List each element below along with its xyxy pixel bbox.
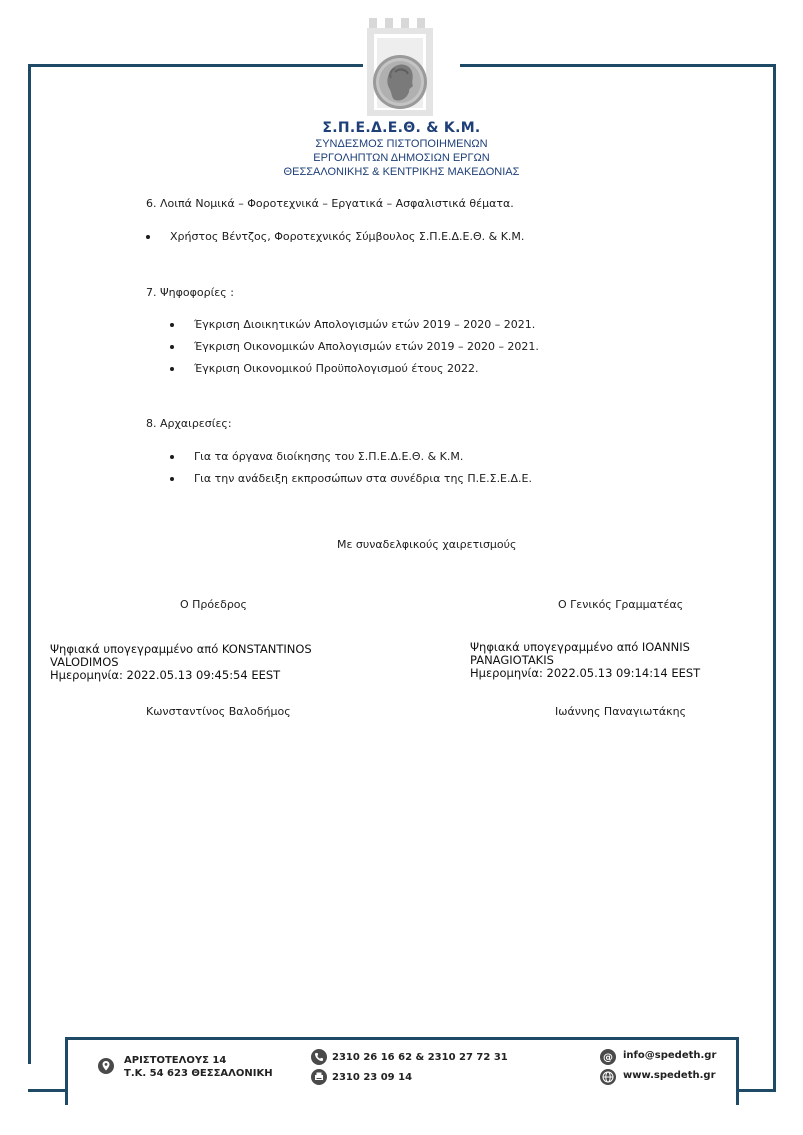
bullet-marker	[170, 477, 174, 481]
phone-icon	[311, 1049, 327, 1065]
signature-line: PANAGIOTAKIS	[470, 653, 554, 667]
footer-email[interactable]: info@spedeth.gr	[623, 1050, 717, 1061]
frame-right-line	[773, 64, 776, 1091]
signature-date: Ημερομηνία: 2022.05.13 09:14:14 EEST	[470, 666, 701, 680]
president-digital-signature	[50, 643, 312, 682]
president-role: Ο Πρόεδρος	[180, 598, 247, 611]
section-7-heading: 7. Ψηφοφορίες :	[146, 286, 234, 299]
org-logo-coin	[365, 16, 437, 120]
section-8-item-1: Για τα όργανα διοίκησης του Σ.Π.Ε.Δ.Ε.Θ. & Κ.Μ.	[194, 450, 464, 463]
signature-line: Ψηφιακά υπογεγραμμένο από KONSTANTINOS	[50, 642, 312, 656]
section-7-item-3: Έγκριση Οικονομικού Προϋπολογισμού έτους 2022.	[194, 362, 479, 375]
president-name: Κωνσταντίνος Βαλοδήμος	[146, 705, 291, 718]
section-6-item: Χρήστος Βέντζος, Φοροτεχνικός Σύμβουλος Σ.Π.Ε.Δ.Ε.Θ. & Κ.Μ.	[170, 230, 525, 243]
globe-icon	[600, 1069, 616, 1085]
section-8-item-2: Για την ανάδειξη εκπροσώπων στα συνέδρια της Π.Ε.Σ.Ε.Δ.Ε.	[194, 472, 532, 485]
section-8-heading: 8. Αρχαιρεσίες:	[146, 417, 232, 430]
signature-date: Ημερομηνία: 2022.05.13 09:45:54 EEST	[50, 668, 281, 682]
footer-address	[124, 1054, 273, 1080]
address-postal: Τ.Κ. 54 623 ΘΕΣΣΑΛΟΝΙΚΗ	[124, 1068, 273, 1079]
svg-text:@: @	[603, 1052, 613, 1064]
frame-top-left-line	[28, 64, 363, 67]
footer-website[interactable]: www.spedeth.gr	[623, 1070, 716, 1081]
closing-greeting: Με συναδελφικούς χαιρετισμούς	[337, 538, 517, 551]
frame-left-line	[28, 64, 31, 1064]
signature-line: Ψηφιακά υπογεγραμμένο από IOANNIS	[470, 640, 690, 654]
fax-icon	[311, 1069, 327, 1085]
email-at-icon	[600, 1049, 616, 1065]
org-subtitle-line-2: ΕΡΓΟΛΗΠΤΩΝ ΔΗΜΟΣΙΩΝ ΕΡΓΩΝ	[313, 152, 490, 164]
section-7-item-1: Έγκριση Διοικητικών Απολογισμών ετών 2019 – 2020 – 2021.	[194, 318, 536, 331]
signature-line: VALODIMOS	[50, 655, 119, 669]
bullet-marker	[146, 235, 150, 239]
org-subtitle-line-3: ΘΕΣΣΑΛΟΝΙΚΗΣ & ΚΕΝΤΡΙΚΗΣ ΜΑΚΕΔΟΝΙΑΣ	[283, 166, 520, 178]
bullet-marker	[170, 367, 174, 371]
bullet-marker	[170, 323, 174, 327]
section-7-item-2: Έγκριση Οικονομικών Απολογισμών ετών 2019 – 2020 – 2021.	[194, 340, 539, 353]
address-street: ΑΡΙΣΤΟΤΕΛΟΥΣ 14	[124, 1055, 227, 1066]
frame-top-right-line	[460, 64, 776, 67]
secretary-role: Ο Γενικός Γραμματέας	[558, 598, 684, 611]
footer-phone[interactable]: 2310 26 16 62 & 2310 27 72 31	[332, 1052, 508, 1063]
secretary-digital-signature	[470, 641, 700, 680]
bullet-marker	[170, 345, 174, 349]
org-subtitle-line-1: ΣΥΝΔΕΣΜΟΣ ΠΙΣΤΟΠΟΙΗΜΕΝΩΝ	[315, 138, 488, 150]
secretary-name: Ιωάννης Παναγιωτάκης	[555, 705, 687, 718]
location-pin-icon	[98, 1058, 114, 1074]
footer-fax[interactable]: 2310 23 09 14	[332, 1072, 413, 1083]
bullet-marker	[170, 455, 174, 459]
org-title: Σ.Π.Ε.Δ.Ε.Θ. & Κ.Μ.	[322, 120, 481, 136]
section-6-heading: 6. Λοιπά Νομικά – Φοροτεχνικά – Εργατικά – Ασφαλιστικά θέματα.	[146, 197, 514, 210]
